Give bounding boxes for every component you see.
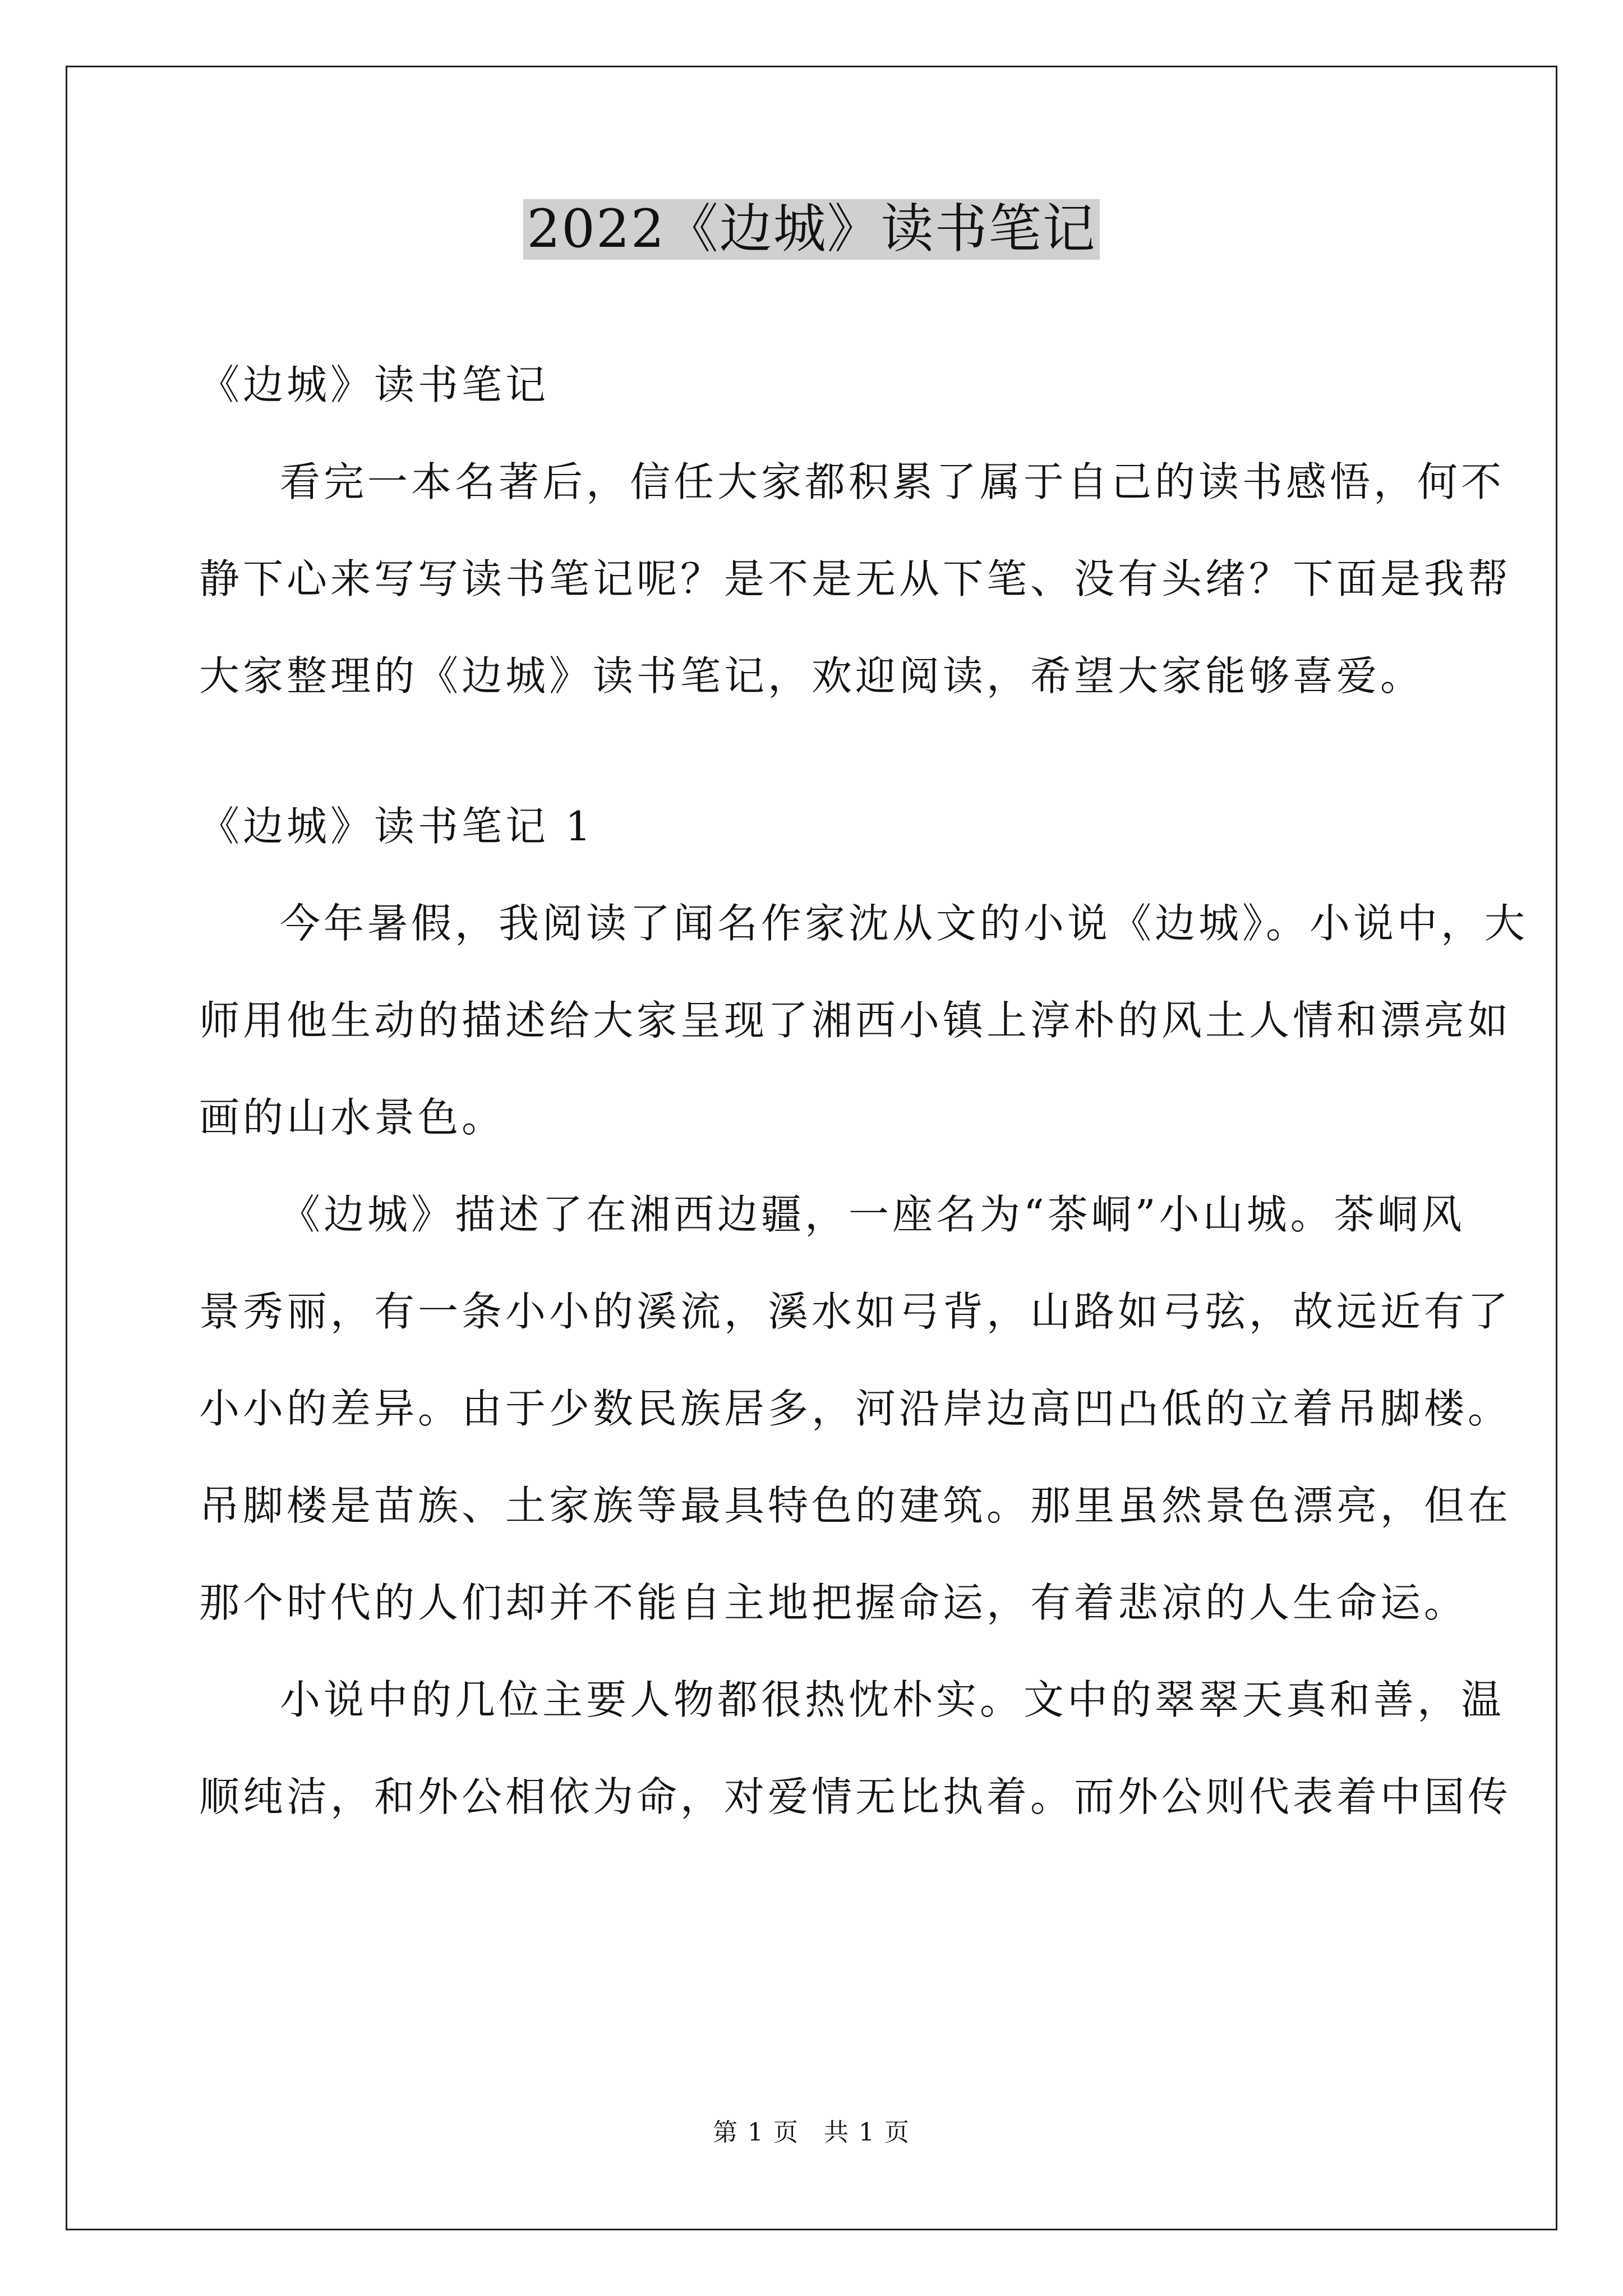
paragraph-line: 小小的差异。由于少数民族居多，河沿岸边高凹凸低的立着吊脚楼。 — [199, 1385, 1512, 1432]
intro-heading: 《边城》读书笔记 — [199, 361, 550, 408]
paragraph-line: 那个时代的人们却并不能自主地把握命运，有着悲凉的人生命运。 — [199, 1579, 1468, 1626]
title-wrap — [0, 199, 1623, 260]
intro-line: 静下心来写写读书笔记呢？是不是无从下笔、没有头绪？下面是我帮 — [199, 555, 1512, 602]
intro-line: 大家整理的《边城》读书笔记，欢迎阅读，希望大家能够喜爱。 — [199, 652, 1424, 700]
paragraph-line: 小说中的几位主要人物都很热忱朴实。文中的翠翠天真和善，温 — [280, 1676, 1505, 1723]
section-gap — [199, 725, 1427, 778]
paragraph-line: 师用他生动的描述给大家呈现了湘西小镇上淳朴的风土人情和漂亮如 — [199, 997, 1512, 1044]
page-footer — [0, 2112, 1623, 2148]
page-number: 第 1 页 — [713, 2118, 799, 2147]
section-heading: 《边城》读书笔记 1 — [199, 803, 594, 850]
intro-line: 看完一本名著后，信任大家都积累了属于自己的读书感悟，何不 — [280, 458, 1505, 505]
paragraph-line: 吊脚楼是苗族、土家族等最具特色的建筑。那里虽然景色漂亮，但在 — [199, 1482, 1512, 1529]
page-total: 共 1 页 — [824, 2118, 910, 2147]
paragraph-line: 《边城》描述了在湘西边疆，一座名为“茶峒”小山城。茶峒风 — [280, 1191, 1465, 1238]
document-body — [199, 337, 1529, 1846]
paragraph-line: 景秀丽，有一条小小的溪流，溪水如弓背，山路如弓弦，故远近有了 — [199, 1288, 1512, 1335]
paragraph-line: 今年暑假，我阅读了闻名作家沈从文的小说《边城》。小说中，大 — [280, 900, 1529, 947]
document-title: 2022《边城》读书笔记 — [523, 199, 1099, 260]
paragraph-line: 顺纯洁，和外公相依为命，对爱情无比执着。而外公则代表着中国传 — [199, 1773, 1512, 1820]
paragraph-line: 画的山水景色。 — [199, 1094, 506, 1141]
